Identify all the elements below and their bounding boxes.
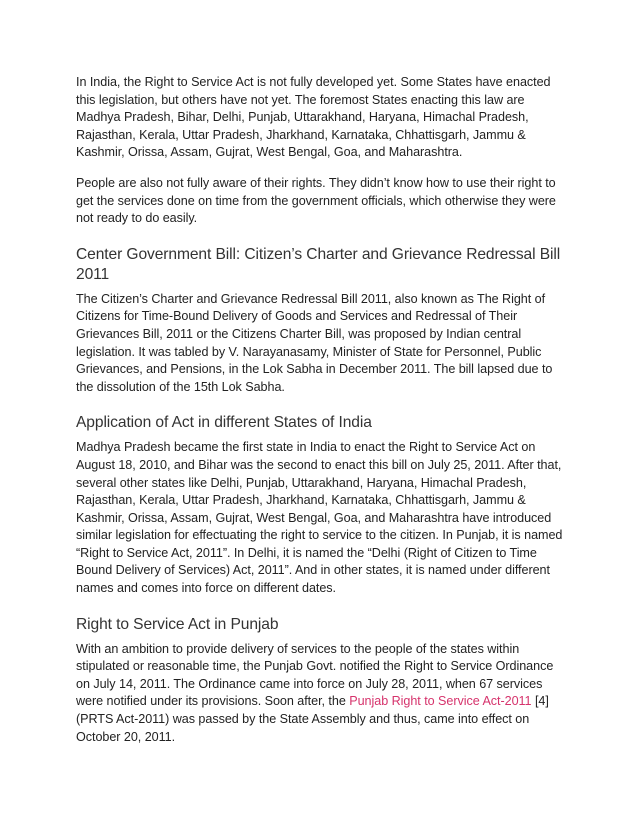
- application-of-act-paragraph: Madhya Pradesh became the first state in India to enact the Right to Service Act on August 18, 2010, and Bihar was the second to enact this bill on July 25, 2011. After that, several other states like Delhi, Punjab, Uttarakhand, Haryana, Himachal Pradesh, Rajasthan, Kerala, Uttar Pradesh, Jharkhand, Karnataka, Chhattisgarh, Jammu & Kashmir, Orissa, Assam, Gujrat, West Bengal, Goa, and Maharashtra have introduced similar legislation for effectuating the right to service to the citizen. In Punjab, it is named “Right to Service Act, 2011”. In Delhi, it is named the “Delhi (Right of Citizen to Time Bound Delivery of Services) Act, 2011”. And in other states, it is named under different names and comes into force on different dates.: [76, 440, 563, 596]
- document-page: [76, 74, 564, 746]
- section-heading-center-government-bill: Center Government Bill: Citizen’s Charter and Grievance Redressal Bill 2011: [76, 245, 561, 283]
- awareness-paragraph: People are also not fully aware of their rights. They didn’t know how to use their right to get the services done on time from the government officials, which otherwise they were not ready to do easily.: [76, 175, 556, 226]
- punjab-text-after-link: [4] (PRTS Act-2011) was passed by the State Assembly and thus, came into effect on October 20, 2011.: [76, 694, 549, 744]
- section-heading-application-of-act: Application of Act in different States of India: [76, 414, 372, 432]
- punjab-act-link[interactable]: Punjab Right to Service Act-2011: [349, 694, 532, 709]
- intro-paragraph: In India, the Right to Service Act is not fully developed yet. Some States have enacted this legislation, but others have not yet. The foremost States enacting this law are Madhya Pradesh, Bihar, Delhi, Punjab, Uttarakhand, Haryana, Himachal Pradesh, Rajasthan, Kerala, Uttar Pradesh, Jharkhand, Karnataka, Chhattisgarh, Jammu & Kashmir, Orissa, Assam, Gujrat, West Bengal, Goa, and Maharashtra.: [76, 75, 551, 160]
- punjab-act-paragraph: [76, 641, 564, 747]
- center-government-bill-paragraph: The Citizen’s Charter and Grievance Redressal Bill 2011, also known as The Right of Citizens for Time-Bound Delivery of Goods and Services and Redressal of Their Grievances Bill, 2011 or the Citizens Charter Bill, was proposed by Indian central legislation. It was tabled by V. Narayanasamy, Minister of State for Personnel, Public Grievances, and Pensions, in the Lok Sabha in December 2011. The bill lapsed due to the dissolution of the 15th Lok Sabha.: [76, 291, 553, 394]
- section-heading-punjab-act: Right to Service Act in Punjab: [76, 615, 279, 633]
- punjab-text-before-link: With an ambition to provide delivery of services to the people of the states within stipulated or reasonable time, the Punjab Govt. notified the Right to Service Ordinance on July 14, 2011. The Ordinance came into force on July 28, 2011, when 67 services were notified under its provisions. Soon after, the: [76, 641, 554, 709]
